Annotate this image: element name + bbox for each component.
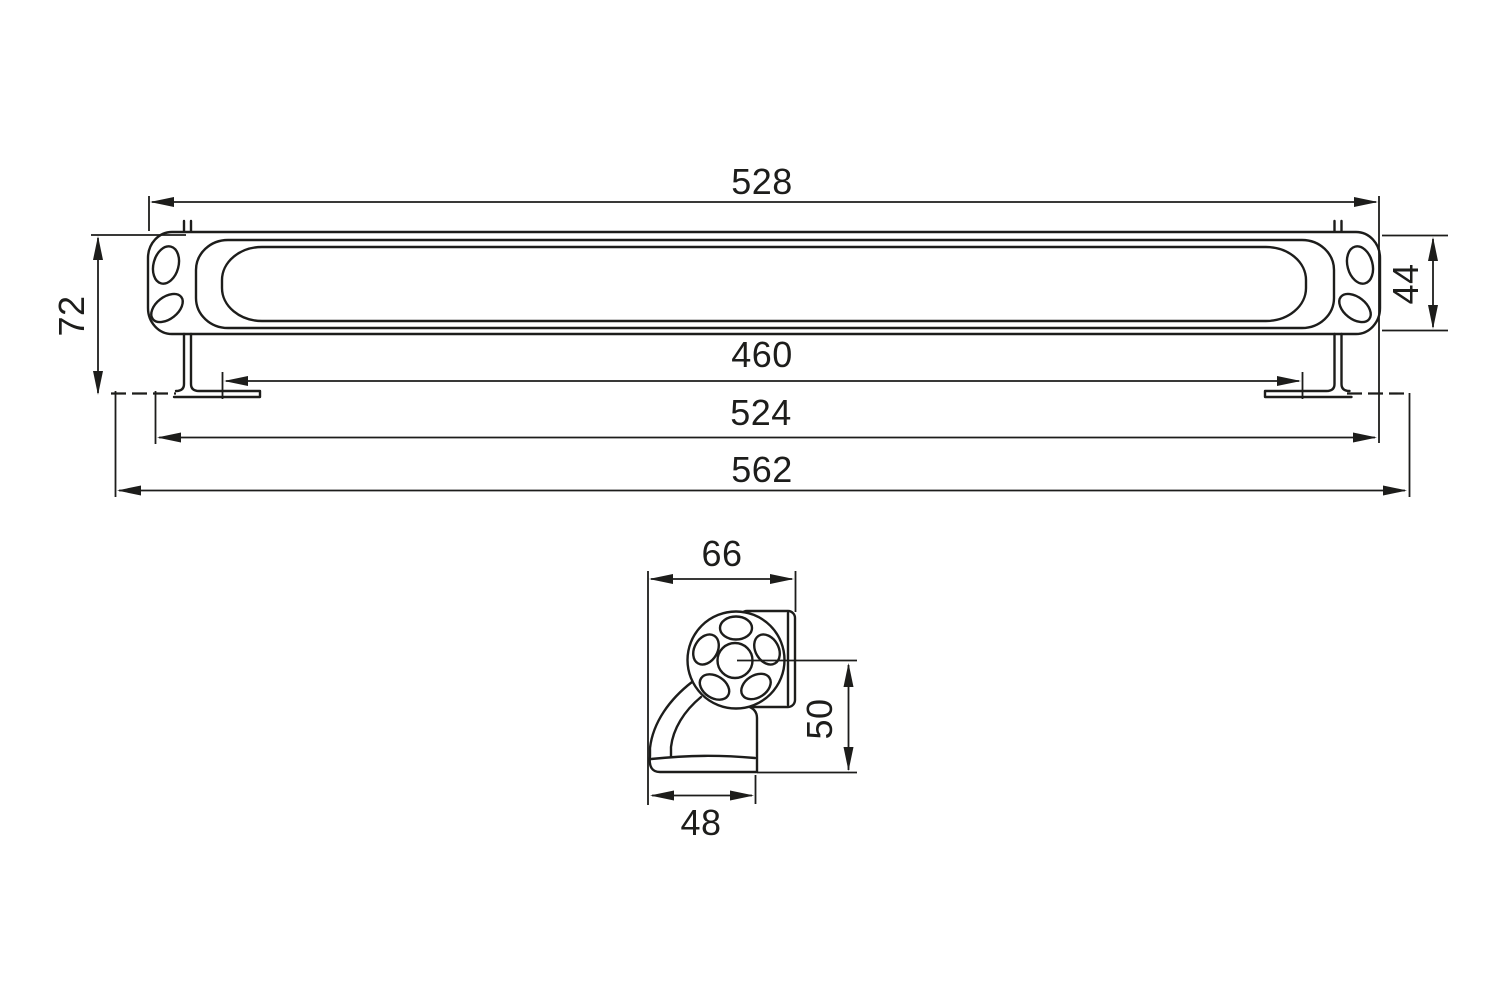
- dim-label-48: 48: [680, 802, 722, 843]
- arrowhead-right: [1354, 197, 1378, 207]
- dim-label-66: 66: [701, 533, 743, 574]
- arrowhead-right: [730, 791, 754, 801]
- dim-label-50: 50: [799, 698, 840, 740]
- dimension-524: [156, 391, 1378, 444]
- arrowhead-up: [844, 663, 854, 687]
- front-view: [51, 161, 1448, 497]
- arrowhead-down: [1428, 305, 1438, 329]
- side-view: [648, 533, 857, 843]
- dim-label-44: 44: [1385, 263, 1426, 305]
- dimension-44: [1382, 236, 1448, 331]
- arrowhead-left: [649, 574, 673, 584]
- arrowhead-down: [844, 747, 854, 771]
- arrowhead-up: [93, 236, 103, 260]
- arrowhead-left: [150, 197, 174, 207]
- dim-label-460: 460: [731, 334, 793, 375]
- dim-label-72: 72: [51, 295, 92, 337]
- dimension-48: [650, 775, 756, 843]
- arrowhead-right: [1383, 486, 1407, 496]
- arrowhead-left: [117, 486, 141, 496]
- dim-label-524: 524: [730, 392, 792, 433]
- arrowhead-up: [1428, 237, 1438, 261]
- arrowhead-down: [93, 371, 103, 395]
- mount-bracket-right: [1265, 334, 1352, 397]
- arrowhead-right: [1353, 433, 1377, 443]
- dimension-460: [223, 334, 1303, 399]
- arrowhead-right: [1277, 376, 1301, 386]
- arrowhead-right: [770, 574, 794, 584]
- arrowhead-left: [650, 791, 674, 801]
- mount-bracket-left: [174, 334, 260, 397]
- dim-label-562: 562: [731, 449, 793, 490]
- arrowhead-left: [157, 433, 181, 443]
- dim-label-528: 528: [731, 161, 793, 202]
- arrowhead-left: [224, 376, 248, 386]
